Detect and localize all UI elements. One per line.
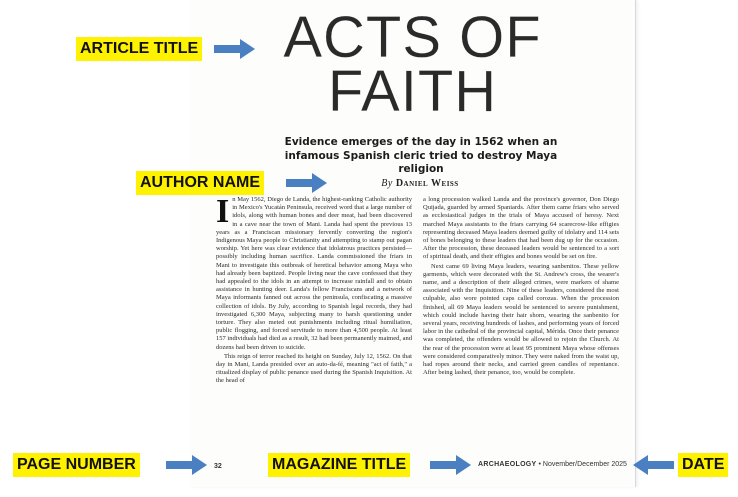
label-date: DATE: [678, 453, 728, 477]
arrow-right-icon: [286, 172, 328, 194]
body-paragraph: This reign of terror reached its height on Sunday, July 12, 1562. On that day in Mani, Landa presided over an auto-da-fé, meaning "act of faith," a ritualized display of public penance used during the Spanish Inquisition. At the head of: [216, 352, 412, 385]
body-paragraph: Next came 69 living Maya leaders, wearing sanbenitos. These yellow garments, which were decorated with the St. Andrew's cross, the wearer's name, and a description of their alleged crimes, were markers of shame associated with the Inquisition. Nine of these leaders, considered the most culpable, also wore pointed caps called corozas. When the procession finished, all 69 Maya leaders would be sentenced to severe punishment, which could include having their hair shorn, wearing the sanbenito for several years, receiving hundreds of lashes, and performing years of forced labor in the cathedral of the provincial capital, Mérida. Once their penance was completed, the offenders would be allowed to rejoin the Church. At the rear of the procession were at least 95 prominent Maya whose offenses were considered comparatively minor. They were naked from the waist up, had ropes around their necks, and carried green candles of repentance. After being lashed, their penance, too, would be complete.: [423, 262, 619, 377]
article-title-line-2: FAITH: [327, 59, 498, 124]
footer-magazine-date: [478, 461, 627, 468]
drop-cap: I: [216, 196, 230, 230]
body-column-2: [423, 196, 619, 444]
body-paragraph: a long procession walked Landa and the province's governor, Don Diego Quijada, guarded by armed Spaniards. After them came friars who served as ecclesiastical judges in the trials of Maya accused of heresy. Next marched Maya assistants to the friars carrying 64 scarecrow-like effigies representing deceased Maya leaders deemed guilty of idolatry and 114 sets of bones belonging to these leaders that had been dug up for the occasion. After the procession, these deceased leaders would be sentenced to a sort of spiritual death, and their effigies and bones would be set on fire.: [423, 196, 619, 261]
label-magazine-title: MAGAZINE TITLE: [268, 453, 410, 477]
page-number: 32: [214, 463, 222, 470]
magazine-page: [190, 0, 636, 487]
body-paragraph: n May 1562, Diego de Landa, the highest-ranking Catholic authority in Mexico's Yucatán Peninsula, received word that a large number of idols, along with human bones and deer meat, had been discovered in a cave near the town of Mani. Landa had spent the previous 13 years as a Franciscan missionary fervently converting the region's Indigenous Maya people to Christianity and attempting to stamp out pagan worship. Yet here was clear evidence that idolatrous practices persisted—possibly including human sacrifice. Landa commissioned the friars in Mani to investigate this outbreak of heretical behavior among Maya who had already been baptized. People living near the cave confessed that they had appealed to the idols in an attempt to increase rainfall and to obtain assistance in hunting deer. Landa's fellow Franciscans and a network of Maya informants fanned out across the peninsula, confiscating a massive collection of idols. By July, according to Spanish legal records, they had investigated 6,300 Maya, subjecting many to harsh questioning under torture. They also meted out punishments including ritual humiliation, public flogging, and forced servitude to more than 4,500 people. At least 157 individuals had died as a result, 32 had been permanently maimed, and dozens had been driven to suicide.: [216, 196, 412, 351]
magazine-title: ARCHAEOLOGY: [478, 461, 537, 468]
label-author-name: AUTHOR NAME: [136, 171, 264, 195]
arrow-right-icon: [214, 38, 256, 60]
label-article-title: ARTICLE TITLE: [76, 37, 202, 61]
article-subtitle: Evidence emerges of the day in 1562 when an infamous Spanish cleric tried to destroy Maya religion: [284, 136, 558, 175]
body-column-1: [216, 196, 412, 444]
byline: [330, 178, 510, 189]
arrow-left-icon: [632, 454, 674, 476]
issue-date: November/December 2025: [542, 461, 627, 468]
arrow-right-icon: [430, 454, 472, 476]
byline-prefix: By: [381, 178, 393, 189]
arrow-right-icon: [166, 454, 208, 476]
article-title-line-1: ACTS OF: [283, 5, 542, 70]
author-name: Daniel Weiss: [395, 178, 459, 189]
footer-bullet: •: [538, 461, 541, 468]
label-page-number: PAGE NUMBER: [13, 453, 140, 477]
